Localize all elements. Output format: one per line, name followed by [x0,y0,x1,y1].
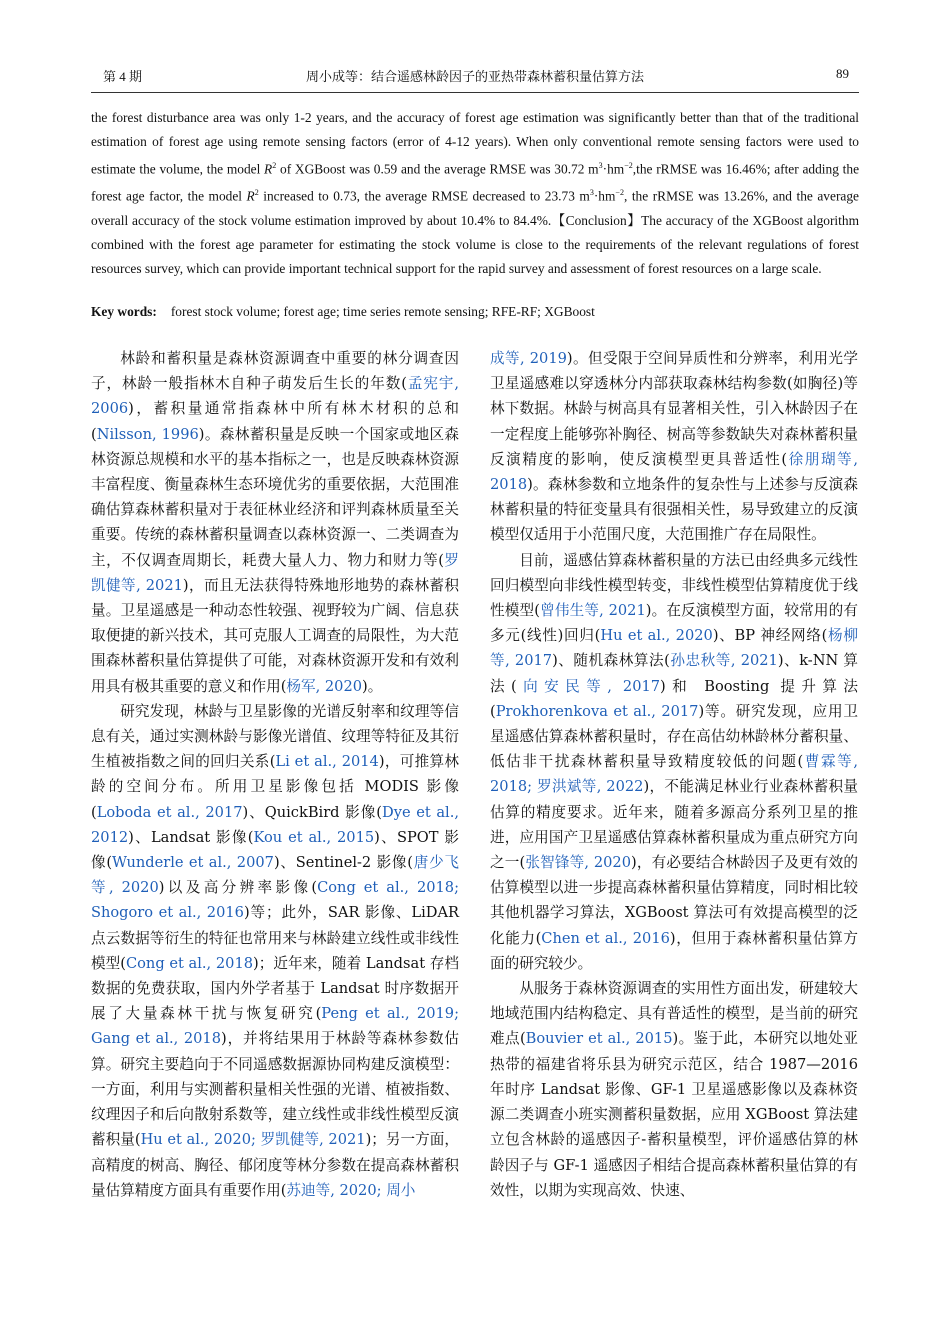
body-text: )以及高分辨率影像( [158,879,318,897]
running-header [91,66,859,88]
citation-link: Hu et al., 2020 [600,627,713,645]
body-text: )。 [362,677,383,695]
body-text: )、Sentinel-2 影像( [273,854,413,872]
body-text: )、Landsat 影像( [128,828,254,846]
body-text: )，可推算林龄的空间分布。所用卫星影像包括 MODIS 影像( [91,753,459,821]
citation-link: 徐朋瑚等, 2018 [490,450,859,494]
body-text: )。在反演模型方面，较常用的有多元(线性)回归( [490,602,858,645]
paragraph [91,346,459,699]
citation-link: 杨军, 2020 [286,677,363,695]
paragraph [490,346,858,548]
page-number: 89 [836,66,849,81]
citation-link: 唐少飞等, 2020 [91,854,460,897]
body-text: )等。研究发现，应用卫星遥感估算森林蓄积量时，存在高估幼林龄林分蓄积量、低估非干扰森林蓄积量导致精度较低的问题( [490,702,859,771]
body-text: 研究发现，林龄与卫星影像的光谱反射率和纹理等信息有关，通过实测林龄与影像光谱值、纹理等特征及其衍生植被指数之间的回归关系( [91,702,459,771]
body-text: )，蓄积量通常指森林中所有林木材积的总和( [91,400,459,443]
citation-link: Cong et al., 2018 [125,954,254,972]
body-text: )。森林参数和立地条件的复杂性与上述参与反演森林蓄积量的特征变量具有很强相关性，易导致建立的反演模型仅适用于小范围尺度，大范围推广存在局限性。 [490,476,858,544]
citation-link: Wunderle et al., 2007 [112,854,274,872]
issue-number: 第 4 期 [103,69,143,84]
body-text: ; [251,1131,261,1149]
body-text: )，而且无法获得特殊地形地势的森林蓄积量。卫星遥感是一种动态性较强、视野较为广阔、信息获取便捷的新兴技术，其可克服人工调查的局限性，为大范围森林蓄积量估算提供了可能，对森林资源开发和有效利用具有极其重要的意义和作用( [91,576,460,695]
citation-link: 曹霖等, 2018 [490,753,859,796]
citation-link: 孙忠秋等, 2021 [669,652,778,670]
citation-link: Shogoro et al., 2016 [91,904,244,922]
keywords-label: Key words: [91,304,157,319]
citation-link: Li et al., 2014 [275,753,379,771]
keywords-text: forest stock volume; forest age; time series remote sensing; RFE-RF; XGBoost [170,304,595,319]
citation-link: 杨柳等, 2017 [490,627,858,670]
citation-link: Peng et al., 2019 [321,1005,455,1023]
body-text: )、随机森林算法( [552,652,670,670]
citation-link: Dye et al., 2012 [91,803,459,846]
body-text: 林龄和蓄积量是森林资源调查中重要的林分调查因子，林龄一般指林木自种子萌发后生长的年数( [91,350,459,393]
paragraph [490,976,858,1203]
body-text: ; [527,778,538,796]
body-text: )。鉴于此，本研究以地处亚热带的福建省将乐县为研究示范区，结合 1987—2016 年时序 Landsat 影像、GF-1 卫星遥感影像以及森林资源二类调查小班实测蓄积量数据，应用 XGBoost 算法建立包含林龄的遥感因子-蓄积量模型，评价遥感估算的林龄因子与 GF-1 遥感因子相结合提高森林蓄积量估算的有效性，以期为实现高效、快速、 [490,1030,858,1199]
body-text: )，但用于森林蓄积量估算方面的研究较少。 [490,929,858,972]
right-column [490,346,858,1203]
paragraph [91,699,459,1203]
body-text: )。森林蓄积量是反映一个国家或地区森林资源总规模和水平的基本指标之一，也是反映森林资源丰富程度、衡量森林生态环境优劣的重要依据，大范围准确估算森林蓄积量对于表征林业经济和评判森林质量至关重要。传统的森林蓄积量调查以森林资源一、二类调查为主，不仅调查周期长，耗费大量人力、物力和财力等( [91,425,460,569]
body-text: 目前，遥感估算森林蓄积量的方法已由经典多元线性回归模型向非线性模型转变，非线性模型估算精度优于线性模型( [490,551,858,620]
body-text: ; [454,1005,459,1023]
body-text: )、SPOT 影像( [91,828,459,872]
citation-link: Bouvier et al., 2015 [525,1030,673,1048]
body-text: )等；此外，SAR 影像、LiDAR 点云数据等衍生的特征也常用来与林龄建立线性或非线性模型( [91,904,459,972]
citation-link: 周小 [386,1181,416,1199]
citation-link: Hu et al., 2020 [140,1131,252,1149]
citation-link: 罗凯健等, 2021 [260,1131,366,1149]
body-text: )。但受限于空间异质性和分辨率，利用光学卫星遥感难以穿透林分内部获取森林结构参数(如胸径)等林下数据。林龄与树高具有显著相关性，引入林龄因子在一定程度上能够弥补胸径、树高等参数缺失对森林蓄积量反演精度的影响，使反演模型更具普适性( [490,350,858,468]
citation-link: Loboda et al., 2017 [96,803,243,821]
left-column [91,346,459,1203]
body-text: )，并将结果用于林龄等森林参数估算。研究主要趋向于不同遥感数据源协同构建反演模型：一方面，利用与实测蓄积量相关性强的光谱、植被指数、纹理因子和后向散射系数等，建立线性或非线性模型反演蓄积量( [91,1030,459,1149]
citation-link: Nilsson, 1996 [96,425,199,443]
citation-link: Cong et al., 2018 [317,879,455,897]
body-text: 从服务于森林资源调查的实用性方面出发，研建较大地域范围内结构稳定、具有普适性的模型，是当前的研究难点( [490,980,858,1048]
citation-link: Gang et al., 2018 [91,1030,221,1048]
citation-link: Prokhorenkova et al., 2017 [495,702,699,720]
body-text: )，不能满足林业行业森林蓄积量估算的精度要求。近年来，随着多源高分系列卫星的推进，应用国产卫星遥感估算森林蓄积量成为重点研究方向之一( [490,778,858,872]
citation-link: Chen et al., 2016 [541,929,670,947]
running-title: 周小成等：结合遥感林龄因子的亚热带森林蓄积量估算方法 [305,69,644,84]
body-text: )、BP 神经网络( [712,627,828,645]
body-text: )和 Boosting 提升算法( [490,677,858,720]
body-text: )，有必要结合林龄因子及更有效的估算模型以进一步提高森林蓄积量估算精度，同时相比较其他机器学习算法，XGBoost 算法可有效提高模型的泛化能力( [490,854,859,947]
paragraph [490,548,858,976]
header-rule [91,92,859,93]
citation-link: 曾伟生等, 2021 [539,602,646,620]
body-text: )、QuickBird 影像( [242,803,383,821]
citation-link: 孟宪宇, 2006 [91,375,459,418]
abstract-text: the forest disturbance area was only 1-2 years, and the accuracy of forest age estimation was significantly better than that of the traditional estimation of forest age using remote sensing factors (error of 4-12 years). When only conventional remote sensing factors were used to estimate the volume, the model $R^2$ of XGBoost was 0.59 and the average RMSE was 30.72 $m^3\cdot hm^{-2},the$ rRMSE was 16.46%; after adding the forest age factor, the model $R^2$ increased to 0.73, the average RMSE decreased to 23.73 $m^3\cdot hm^{-2}$, the rRMSE was 13.26%, and the average overall accuracy of the stock volume estimation improved by about 10.4% to 84.4%.【Conclusion】The accuracy of the XGBoost algorithm combined with the forest age parameter for estimating the stock volume is close to the requirements of the relevant regulations of forest resources survey, which can provide important technical support for the rapid survey and assessment of forest resources on a large scale. [91,110,860,276]
body-text: )；近年来，随着 Landsat 存档数据的免费获取，国内外学者基于 Landsat 时序数据开展了大量森林干扰与恢复研究( [91,954,459,1023]
citation-link: Kou et al., 2015 [253,828,375,846]
body-text: )、k-NN 算法( [490,652,859,695]
citation-link: 罗凯健等, 2021 [91,551,459,594]
citation-link: 罗洪斌等, 2022 [537,778,644,796]
body-text: )；另一方面，高精度的树高、胸径、郁闭度等林分参数在提高森林蓄积量估算精度方面具有重要作用( [91,1131,459,1199]
body-text: ; [376,1181,387,1199]
citation-link: 苏迪等, 2020 [286,1181,377,1199]
body-text: ; [454,879,460,897]
keywords [91,302,859,322]
citation-link: 张智锋等, 2020 [525,854,631,872]
citation-link: 向安民等, 2017 [516,677,661,695]
citation-link: 成等, 2019 [490,350,567,367]
